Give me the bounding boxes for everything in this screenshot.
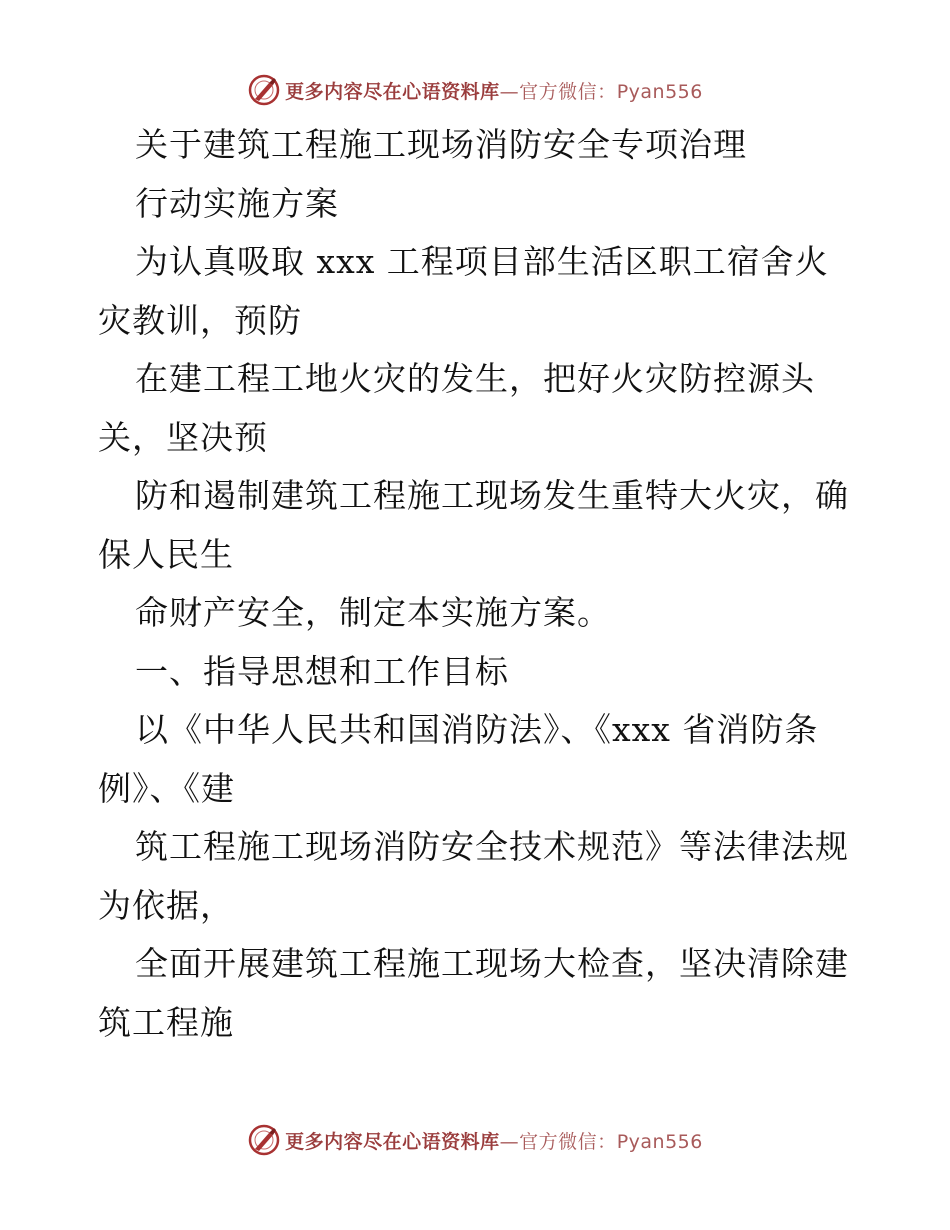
paragraph-line: 关于建筑工程施工现场消防安全专项治理: [135, 125, 747, 164]
watermark-text: 更多内容尽在心语资料库—官方微信：Pyan556: [285, 1130, 703, 1153]
document-body: [98, 116, 858, 1052]
paragraph-line: 筑工程施工现场消防安全技术规范》等法律法规: [135, 827, 849, 866]
paragraph-line: 全面开展建筑工程施工现场大检查，坚决清除建: [135, 944, 849, 983]
paragraph-line: 灾教训，预防: [98, 300, 302, 340]
paragraph-line: 保人民生: [98, 534, 234, 574]
paragraph-line: 为认真吸取 xxx 工程项目部生活区职工宿舍火: [135, 242, 829, 281]
paragraph-line: 筑工程施: [98, 1002, 234, 1042]
paragraph-line: 例》、《建: [98, 768, 235, 808]
paragraph-line: 为依据，: [98, 885, 234, 925]
paragraph-line: 防和遏制建筑工程施工现场发生重特大火灾，确: [135, 476, 849, 515]
paragraph-line: 一、指导思想和工作目标: [135, 651, 509, 691]
pen-nib-circle-icon: [247, 1123, 281, 1157]
watermark-text: 更多内容尽在心语资料库—官方微信：Pyan556: [285, 80, 703, 103]
footer-watermark: [0, 1120, 950, 1160]
paragraph-line: 关，坚决预: [98, 417, 268, 457]
pen-nib-circle-icon: [247, 73, 281, 107]
paragraph-line: 以《中华人民共和国消防法》、《xxx 省消防条: [135, 710, 819, 749]
paragraph-line: 行动实施方案: [135, 183, 339, 223]
paragraph-line: 在建工程工地火灾的发生，把好火灾防控源头: [135, 359, 815, 398]
paragraph-line: 命财产安全，制定本实施方案。: [135, 593, 611, 632]
header-watermark: [0, 70, 950, 110]
